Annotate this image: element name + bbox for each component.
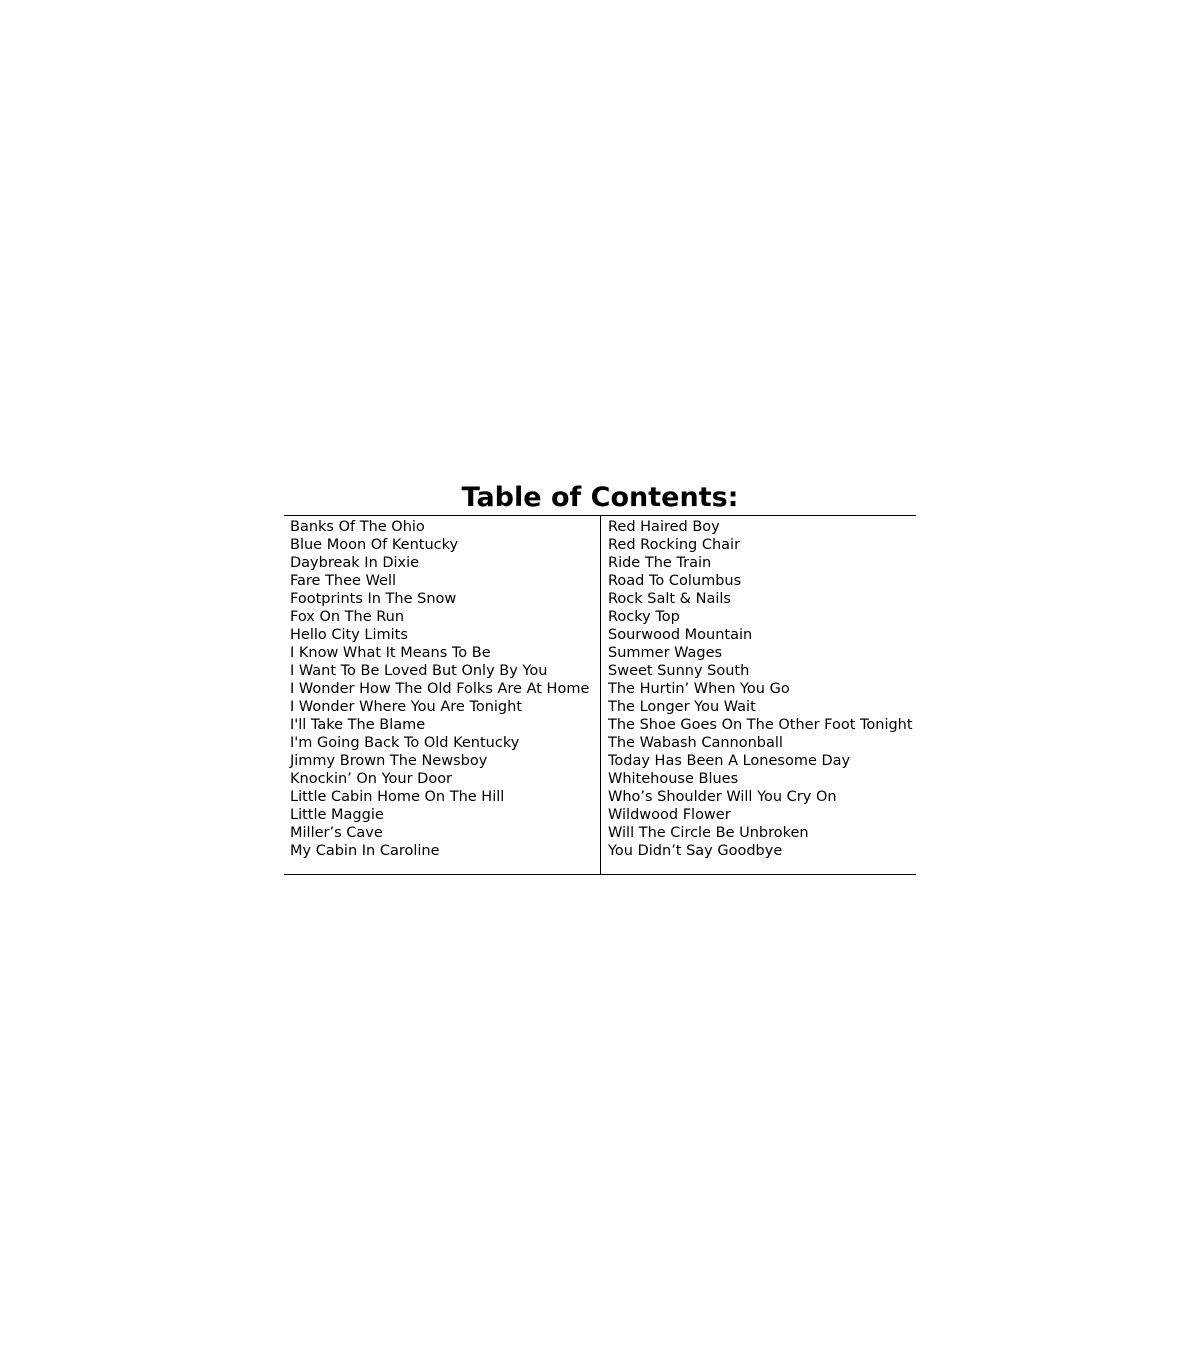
- toc-item: Banks Of The Ohio: [290, 519, 425, 535]
- table-of-contents: [284, 481, 916, 875]
- toc-item: My Cabin In Caroline: [290, 843, 440, 859]
- toc-item: Today Has Been A Lonesome Day: [608, 753, 851, 769]
- toc-item: I Know What It Means To Be: [290, 645, 491, 661]
- toc-item: Who’s Shoulder Will You Cry On: [608, 789, 837, 805]
- toc-item: Road To Columbus: [608, 573, 742, 589]
- toc-item: Fare Thee Well: [290, 573, 397, 589]
- toc-item: Miller’s Cave: [290, 825, 383, 841]
- toc-left-column: [284, 516, 601, 874]
- toc-item: Will The Circle Be Unbroken: [608, 825, 809, 841]
- toc-item: You Didn’t Say Goodbye: [608, 843, 783, 859]
- toc-item: Little Cabin Home On The Hill: [290, 789, 505, 805]
- toc-item: Fox On The Run: [290, 609, 405, 625]
- toc-item: Jimmy Brown The Newsboy: [290, 753, 488, 769]
- toc-item: Daybreak In Dixie: [290, 555, 420, 571]
- toc-item: The Longer You Wait: [608, 699, 756, 715]
- toc-item: I'm Going Back To Old Kentucky: [290, 735, 520, 751]
- toc-item: Red Rocking Chair: [608, 537, 741, 553]
- toc-item: The Hurtin’ When You Go: [608, 681, 790, 697]
- toc-item: Summer Wages: [608, 645, 723, 661]
- toc-item: Little Maggie: [290, 807, 384, 823]
- toc-right-column: [601, 516, 916, 874]
- toc-item: Whitehouse Blues: [608, 771, 739, 787]
- page-title: Table of Contents:: [461, 482, 739, 513]
- toc-item: I'll Take The Blame: [290, 717, 426, 733]
- toc-item: The Wabash Cannonball: [608, 735, 783, 751]
- toc-item: I Want To Be Loved But Only By You: [290, 663, 548, 679]
- toc-item: Sweet Sunny South: [608, 663, 750, 679]
- toc-item: Sourwood Mountain: [608, 627, 753, 643]
- toc-table: [284, 515, 916, 875]
- toc-item: Knockin’ On Your Door: [290, 771, 453, 787]
- toc-item: Blue Moon Of Kentucky: [290, 537, 459, 553]
- toc-item: Rock Salt & Nails: [608, 591, 731, 607]
- toc-item: Wildwood Flower: [608, 807, 731, 823]
- toc-item: Rocky Top: [608, 609, 680, 625]
- toc-item: I Wonder How The Old Folks Are At Home: [290, 681, 590, 697]
- toc-item: Red Haired Boy: [608, 519, 720, 535]
- toc-item: Ride The Train: [608, 555, 712, 571]
- toc-item: I Wonder Where You Are Tonight: [290, 699, 523, 715]
- toc-item: Hello City Limits: [290, 627, 408, 643]
- toc-item: The Shoe Goes On The Other Foot Tonight: [608, 717, 913, 733]
- toc-item: Footprints In The Snow: [290, 591, 457, 607]
